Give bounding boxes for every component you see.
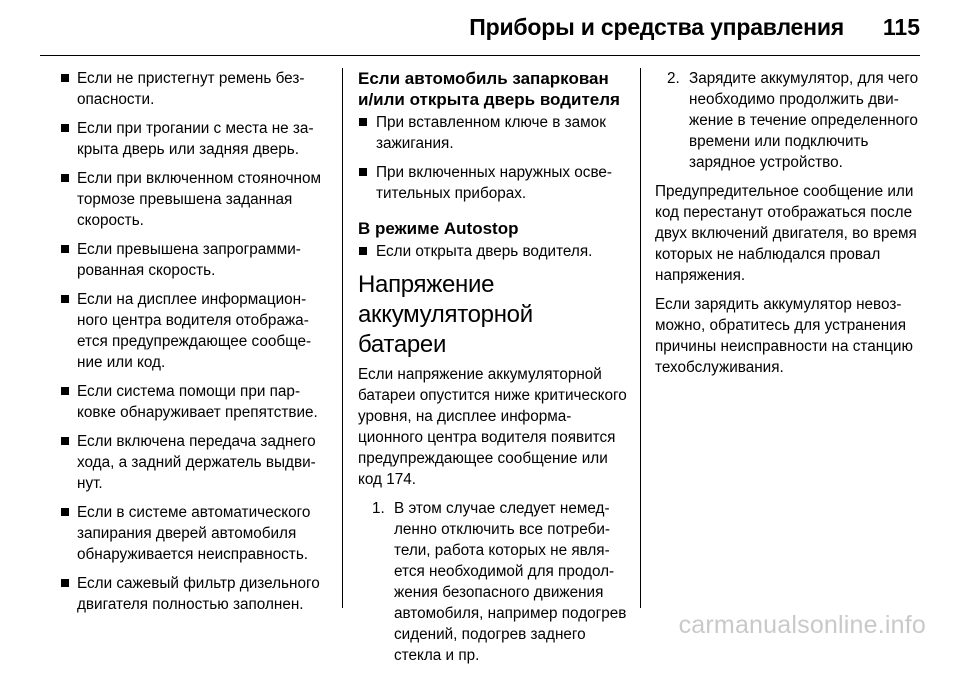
list-item: Если на дисплее информационного центра водителя отображается предупреждающее сообщение или код.: [60, 289, 327, 373]
warning-clear-paragraph: Предупредительное сообщение или код перестанут отображаться после двух включений двигателя, во время которых не наблюдался провал напряжения.: [655, 183, 917, 284]
list-item: Если сажевый фильтр дизельного двигателя полностью заполнен.: [60, 573, 327, 615]
autostop-conditions-list: [358, 241, 627, 262]
autostop-heading: В режиме Autostop: [358, 219, 519, 238]
step-number: 1.: [372, 500, 385, 517]
list-item: Если при включенном стояночном тормозе превышена заданная скорость.: [60, 168, 327, 231]
page-header: [0, 0, 960, 56]
header-divider: [40, 55, 920, 56]
list-item: Если включена передача заднего хода, а задний держатель выдвинут.: [60, 431, 327, 494]
list-item: Если при трогании с места не закрыта дверь или задняя дверь.: [60, 118, 327, 160]
step-item: [667, 68, 925, 173]
battery-intro-paragraph: Если напряжение аккумуляторной батареи опустится ниже критического уровня, на дисплее информационного центра водителя появится предупреждающее сообщение или код 174.: [358, 366, 627, 488]
list-item: Если не пристегнут ремень безопасности.: [60, 68, 327, 110]
warning-conditions-list: [60, 68, 327, 615]
parked-heading: Если автомобиль запаркован и/или открыта дверь водителя: [358, 69, 620, 109]
service-paragraph: Если зарядить аккумулятор невозможно, обратитесь для устранения причины неисправности на станцию техобслуживания.: [655, 296, 913, 376]
header-title: Приборы и средства управления: [469, 14, 844, 40]
step-text: В этом случае следует немедленно отключить все потребители, работа которых не является необходимой для продолжения безопасного движения автомобиля, например подогрев сидений, подогрев заднего стекла и пр.: [394, 500, 627, 664]
column-1: [60, 68, 327, 623]
step-number: 2.: [667, 70, 680, 87]
list-item: При включенных наружных осветительных приборах.: [358, 162, 627, 204]
list-item: При вставленном ключе в замок зажигания.: [358, 112, 627, 154]
column-divider: [342, 68, 343, 608]
step-item: [372, 498, 627, 666]
column-2: [358, 68, 627, 674]
list-item: Если система помощи при парковке обнаруживает препятствие.: [60, 381, 327, 423]
list-item: Если превышена запрограммированная скорость.: [60, 239, 327, 281]
step-text: Зарядите аккумулятор, для чего необходимо продолжить движение в течение определенного времени или подключить зарядное устройство.: [689, 70, 919, 171]
watermark: carmanualsonline.info: [678, 611, 926, 639]
battery-steps-list: [358, 498, 627, 666]
battery-steps-continued: [655, 68, 925, 173]
column-divider: [640, 68, 641, 608]
list-item: Если открыта дверь водителя.: [358, 241, 627, 262]
battery-voltage-heading: Напряжение аккумуляторной батареи: [358, 271, 533, 358]
parked-conditions-list: [358, 112, 627, 204]
page-number: 115: [882, 14, 920, 40]
column-3: [655, 68, 925, 386]
list-item: Если в системе автоматического запирания дверей автомобиля обнаруживается неисправность.: [60, 502, 327, 565]
